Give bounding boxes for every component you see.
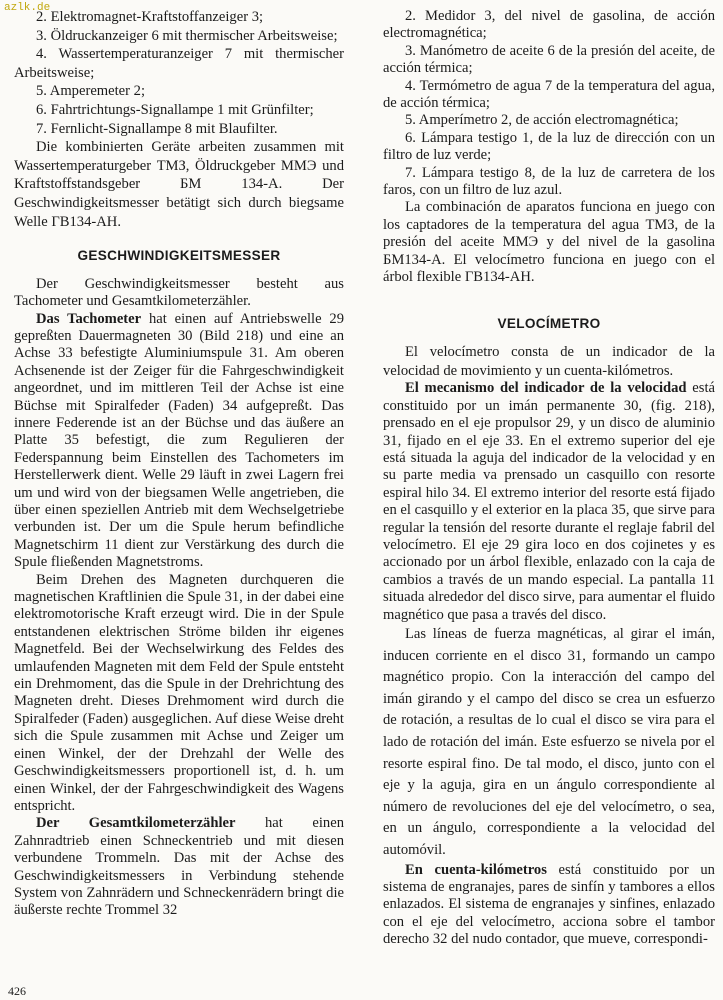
german-list-item-6: 6. Fahrtrichtungs-Signallampe 1 mit Grünfilter; (36, 101, 314, 118)
german-list-item-4: 4. Wassertemperaturanzeiger 7 mit thermischer Arbeitsweise; (14, 46, 344, 81)
german-paragraph-2-text: hat einen auf Antriebswelle 29 gepreßten Dauermagneten 30 (Bild 218) und eine an Achse 33 befestigte Aluminiumspule 31. Am oberen Achsenende ist der Zeiger für die Fahrgeschwindigkeit angeordnet, und im mittleren Teil der Achse ist eine Büchse mit Spiralfeder (Faden) 34 aufgepreßt. Das innere Federende ist an der Büchse und das äußere an Platte 35 befestigt, die zum Regulieren der Federspannung beim Einstellen des Tachometers im Herstellerwerk dient. Welle 29 läuft in zwei Lagern frei um und wird von der biegsamen Welle angetrieben, die über einen speziellen Antrieb mit dem Wechselgetriebe verbunden ist. Der um die Spule herum befindliche Magnetschirm 11 dient zur Verstärkung des durch die Spule fließenden Magnetstroms. (14, 310, 344, 571)
spanish-term-speed-indicator: El mecanismo del indicador de la velocidad (405, 380, 687, 397)
german-paragraph-2 (14, 311, 344, 572)
german-column (14, 8, 344, 920)
german-intro-paragraph: Die kombinierten Geräte arbeiten zusammen mit Wassertemperaturgeber ТМЗ, Öldruckgeber ММЭ und Kraftstoffstandsgeber БМ 134-A. Der Geschwindigkeitsmesser betätigt sich durch biegsame Welle ГВ134-АН. (14, 139, 344, 230)
german-term-odometer: Der Gesamtkilometerzähler (36, 815, 236, 832)
german-list-item-5: 5. Amperemeter 2; (36, 83, 146, 100)
german-paragraph-4-text: hat einen Zahnradtrieb einen Schneckentrieb und mit diesen verbundene Trommeln. Das mit der Achse des Geschwindigkeitsmessers in Verbindung stehende System von Zahnrädern und Schneckenrädern bringt die äußerste rechte Trommel 32 (14, 815, 344, 919)
spanish-term-odometer: En cuenta-kilómetros (405, 861, 547, 878)
page-number: 426 (8, 984, 26, 998)
spanish-paragraph-1: El velocímetro consta de un indicador de la velocidad de movimiento y un cuenta-kilómetros. (383, 344, 715, 379)
german-list-item-3: 3. Öldruckanzeiger 6 mit thermischer Arbeitsweise; (36, 27, 338, 44)
spanish-column (383, 8, 715, 949)
spanish-intro-paragraph: La combinación de aparatos funciona en juego con los captadores de la temperatura del agua ТМЗ, de la presión del aceite ММЭ y del nivel de la gasolina БМ134-А. El velocímetro funciona en juego con el árbol flexible ГВ134-АН. (383, 199, 715, 286)
spanish-list-item-2: 2. Medidor 3, del nivel de gasolina, de acción electromagnética; (383, 8, 715, 42)
spanish-list-item-7: 7. Lámpara testigo 8, de la luz de carretera de los faros, con un filtro de luz azul. (383, 164, 715, 199)
spanish-paragraph-4 (383, 862, 715, 949)
spanish-section-heading: VELOCÍMETRO (497, 315, 601, 331)
spanish-paragraph-2-text: está constituido por un imán permanente 30, (fig. 218), prensado en el eje propulsor 29, y un disco de aluminio 31, fijado en el eje 33. En el extremo superior del eje está situada la aguja del indicador de la velocidad y en su parte media va prensado un casquillo con resorte espiral hilo 34. El extremo interior del resorte está fijado en el casquillo y el exterior en la placa 35, que sirve para regular la tensión del resorte durante el reglaje fabril del velocímetro. El eje 29 gira loco en dos cojinetes y es accionado por un árbol flexible, enlazado con la caja de cambios a través de un mando especial. La pantalla 11 situada alrededor del disco sirve, para aumentar el fluido magnético que pasa a través del disco. (383, 380, 715, 623)
german-paragraph-1: Der Geschwindigkeitsmesser besteht aus Tachometer und Gesamtkilometerzähler. (14, 275, 344, 310)
german-term-tachometer: Das Tachometer (36, 310, 142, 327)
spanish-paragraph-4-text: está constituido por un sistema de engranajes, pares de sinfín y tambores a ellos enlazados. El sistema de engranajes y sinfines, enlazado con el eje del velocímetro, acciona sobre el tambor derecho 32 del nudo contador, que mueve, correspondi- (383, 861, 715, 948)
watermark: azlk.de (4, 2, 51, 14)
german-list-item-2: 2. Elektromagnet-Kraftstoffanzeiger 3; (36, 9, 264, 25)
spanish-list-item-3: 3. Manómetro de aceite 6 de la presión del aceite, de acción térmica; (383, 42, 715, 77)
spanish-paragraph-2 (383, 380, 715, 624)
spanish-list-item-4: 4. Termómetro de agua 7 de la temperatura del agua, de acción térmica; (383, 77, 715, 112)
spanish-paragraph-3: Las líneas de fuerza magnéticas, al girar el imán, inducen corriente en el disco 31, formando un campo magnético propio. Con la interacción del campo del imán girando y el campo del disco se crea un esfuerzo de rotación, a resultas de lo cual el disco se vira para el lado de rotación del imán. Este esfuerzo se nivela por el resorte espiral fino. De tal modo, el disco, junto con el eje y la aguja, gira en un ángulo correspondiente al número de revoluciones del eje del velocímetro, o sea, en un ángulo, correspondiente a la velocidad del automóvil. (383, 625, 715, 858)
german-paragraph-4 (14, 815, 344, 919)
spanish-list-item-5: 5. Amperímetro 2, de acción electromagnética; (405, 112, 679, 129)
german-paragraph-3: Beim Drehen des Magneten durchqueren die magnetischen Kraftlinien die Spule 31, in der dabei eine elektromotorische Kraft erzeugt wird. Die in der Spule entstandenen elektrischen Ströme bilden ihr eigenes Magnetfeld. Bei der Wechselwirkung des Feldes des umlaufenden Magneten mit dem Feld der Spule entsteht ein Drehmoment, das die Spule in der Drehrichtung des Magneten dreht. Dieses Drehmoment wird durch die Spiralfeder (Faden) ausgeglichen. Auf diese Weise dreht sich die Spule zusammen mit Achse und Zeiger um einen Winkel, der der Drehzahl der Welle des Geschwindigkeitsmessers proportionell ist, d. h. um einen Winkel, der der Fahrgeschwindigkeit des Wagens entspricht. (14, 571, 344, 814)
german-list-item-7: 7. Fernlicht-Signallampe 8 mit Blaufilter. (36, 120, 278, 137)
german-section-heading: GESCHWINDIGKEITSMESSER (77, 248, 281, 264)
spanish-list-item-6: 6. Lámpara testigo 1, de la luz de dirección con un filtro de luz verde; (383, 129, 715, 164)
